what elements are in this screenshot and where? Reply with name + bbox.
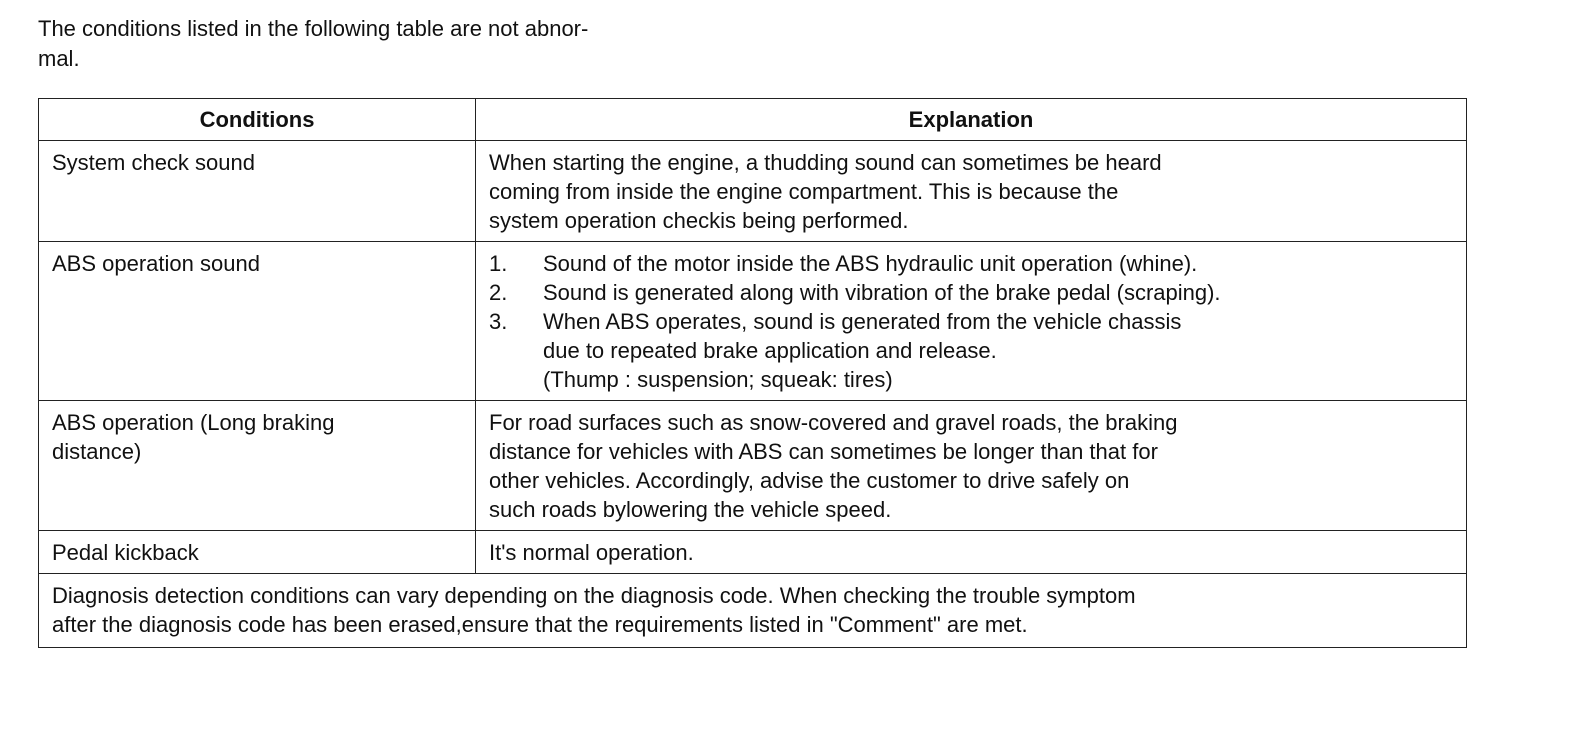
- explanation-line: other vehicles. Accordingly, advise the customer to drive safely on: [489, 468, 1130, 493]
- table-row: [39, 531, 1467, 574]
- table-footer-row: [39, 574, 1467, 648]
- explanation-line: When starting the engine, a thudding sound can sometimes be heard: [489, 150, 1162, 175]
- condition-cell: [39, 401, 476, 531]
- explanation-line: coming from inside the engine compartment. This is because the: [489, 179, 1119, 204]
- list-item: [489, 249, 1453, 278]
- footer-note-line: after the diagnosis code has been erased,ensure that the requirements listed in "Comment" are met.: [52, 612, 1028, 637]
- explanation-cell: [476, 531, 1467, 574]
- condition-line: ABS operation (Long braking: [52, 410, 335, 435]
- intro-line-1: The conditions listed in the following table are not abnor-: [38, 16, 589, 41]
- numbered-list: [489, 249, 1453, 336]
- explanation-line: For road surfaces such as snow-covered and gravel roads, the braking: [489, 410, 1178, 435]
- list-number: 1.: [489, 251, 508, 276]
- intro-line-2: mal.: [38, 46, 80, 71]
- explanation-line: distance for vehicles with ABS can sometimes be longer than that for: [489, 439, 1158, 464]
- explanation-line: It's normal operation.: [489, 540, 694, 565]
- footer-note-line: Diagnosis detection conditions can vary depending on the diagnosis code. When checking the trouble symptom: [52, 583, 1136, 608]
- table-header-row: [39, 99, 1467, 141]
- list-text: Sound of the motor inside the ABS hydraulic unit operation (whine).: [543, 251, 1198, 276]
- table-row: [39, 401, 1467, 531]
- list-number: 2.: [489, 280, 508, 305]
- intro-paragraph: [38, 14, 758, 74]
- explanation-line: such roads bylowering the vehicle speed.: [489, 497, 892, 522]
- table-row: [39, 141, 1467, 242]
- explanation-cell: [476, 401, 1467, 531]
- list-number: 3.: [489, 309, 508, 334]
- sound-note: (Thump : suspension; squeak: tires): [543, 367, 893, 392]
- header-explanation: Explanation: [476, 99, 1467, 141]
- condition-cell: System check sound: [39, 141, 476, 242]
- header-conditions: Conditions: [39, 99, 476, 141]
- condition-cell: ABS operation sound: [39, 242, 476, 401]
- explanation-line: system operation checkis being performed.: [489, 208, 909, 233]
- explanation-cell: [476, 141, 1467, 242]
- footer-note-cell: [39, 574, 1467, 648]
- list-item: [489, 307, 1453, 336]
- list-text: Sound is generated along with vibration of the brake pedal (scraping).: [543, 280, 1221, 305]
- list-text: When ABS operates, sound is generated from the vehicle chassis: [543, 309, 1182, 334]
- conditions-table: [38, 98, 1467, 648]
- explanation-cell: [476, 242, 1467, 401]
- table-row: [39, 242, 1467, 401]
- condition-line: distance): [52, 439, 142, 464]
- list-item-continuation: due to repeated brake application and release.: [543, 338, 997, 363]
- condition-cell: Pedal kickback: [39, 531, 476, 574]
- list-item: [489, 278, 1453, 307]
